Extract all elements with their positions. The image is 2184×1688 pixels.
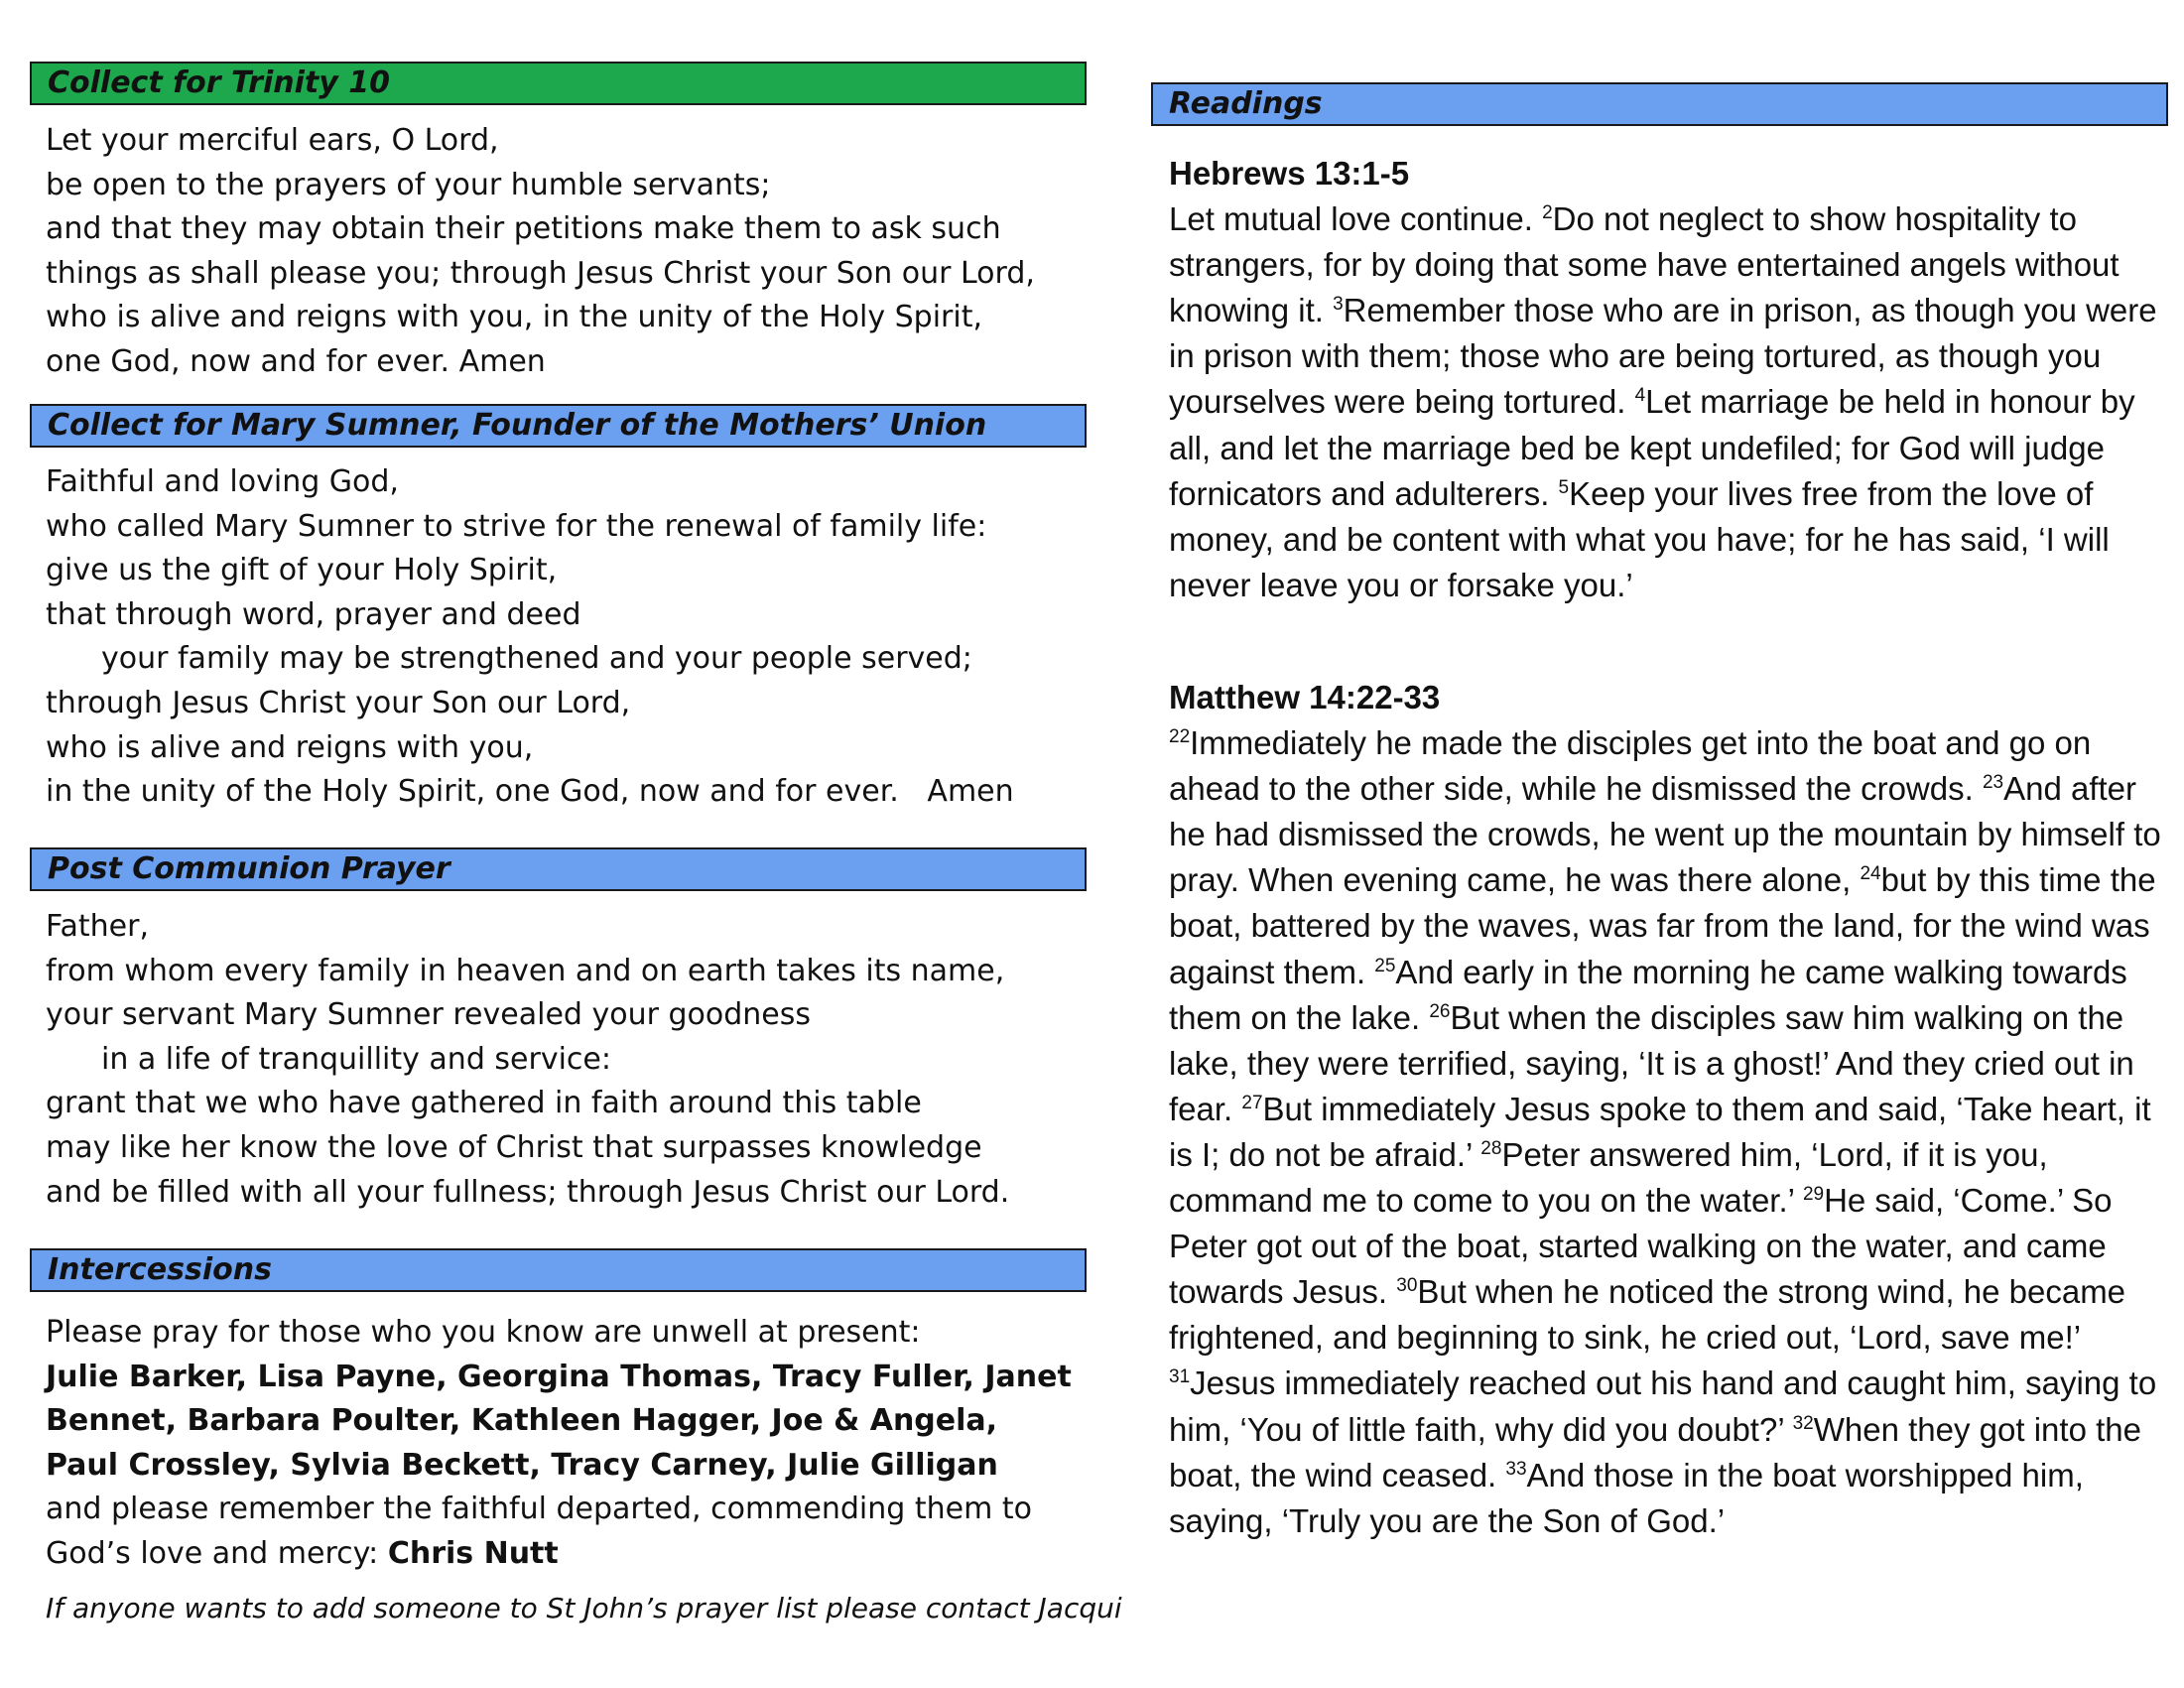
text-line: and be filled with all your fullness; through Jesus Christ our Lord.: [46, 1174, 1010, 1210]
post-communion-text: [46, 905, 1009, 1215]
matthew-reference: Matthew 14:22-33: [1169, 679, 1441, 715]
text-line: who is alive and reigns with you,: [46, 729, 534, 765]
hebrews-reference: Hebrews 13:1-5: [1169, 155, 1410, 192]
verse-number: 3: [1333, 294, 1344, 316]
prayer-names-line: Paul Crossley, Sylvia Beckett, Tracy Carney, Julie Gilligan: [46, 1447, 998, 1483]
prayer-names-line: Julie Barker, Lisa Payne, Georgina Thomas, Tracy Fuller, Janet: [46, 1359, 1072, 1394]
verse-number: 23: [1982, 772, 2004, 794]
verse-text: And early in the morning he came walking towards them on the lake.: [1169, 953, 2127, 1036]
verse-text: Jesus immediately reached out his hand and caught him, saying to him, ‘You of little faith, why did you doubt?’: [1169, 1364, 2157, 1448]
verse-text: Keep your lives free from the love of money, and be content with what you have; for he has said, ‘I will never leave you or forsake you.’: [1169, 474, 2110, 603]
intercessions-heading: Intercessions: [30, 1248, 1087, 1292]
readings-heading: Readings: [1151, 82, 2168, 126]
verse-number: 26: [1429, 1000, 1451, 1022]
verse-text: He said, ‘Come.’ So Peter got out of the boat, started walking on the water, and came towards Jesus.: [1169, 1182, 2113, 1311]
text-line: your servant Mary Sumner revealed your goodness: [46, 997, 811, 1033]
text-line: who is alive and reigns with you, in the unity of the Holy Spirit,: [46, 300, 983, 335]
collect-trinity-heading: Collect for Trinity 10: [30, 62, 1087, 105]
text-line: be open to the prayers of your humble servants;: [46, 167, 771, 202]
intercessions-text: [46, 1311, 1122, 1630]
verse-text: But when the disciples saw him walking on the lake, they were terrified, saying, ‘It is a ghost!’ And they cried out in fear.: [1169, 998, 2134, 1127]
intercessions-intro: Please pray for those who you know are unwell at present:: [46, 1315, 921, 1350]
verse-number: 28: [1480, 1137, 1502, 1159]
post-communion-heading: Post Communion Prayer: [30, 847, 1087, 891]
hebrews-text: [1169, 196, 2166, 608]
text-line: who called Mary Sumner to strive for the renewal of family life:: [46, 508, 987, 544]
text-line: may like her know the love of Christ that surpasses knowledge: [46, 1129, 982, 1165]
verse-number: 25: [1374, 955, 1396, 976]
text-line: Let your merciful ears, O Lord,: [46, 123, 499, 158]
prayer-names-line: Bennet, Barbara Poulter, Kathleen Hagger, Joe & Angela,: [46, 1403, 998, 1439]
verse-text: And after he had dismissed the crowds, he went up the mountain by himself to pray. When evening came, he was there alone,: [1169, 770, 2161, 899]
collect-mary-sumner-text: [46, 460, 1014, 815]
verse-number: 30: [1396, 1275, 1418, 1297]
text-line: and that they may obtain their petitions make them to ask such: [46, 211, 1001, 247]
verse-number: 5: [1558, 476, 1570, 498]
text-line: from whom every family in heaven and on earth takes its name,: [46, 953, 1005, 988]
verse-text: but by this time the boat, battered by the waves, was far from the land, for the wind was against them.: [1169, 861, 2156, 990]
hebrews-reading: [1169, 151, 2166, 608]
verse-text: Do not neglect to show hospitality to strangers, for by doing that some have entertained angels without knowing it.: [1169, 200, 2120, 329]
verse-number: 22: [1169, 726, 1191, 748]
verse-number: 31: [1169, 1366, 1191, 1388]
verse-text: Let marriage be held in honour by all, and let the marriage bed be kept undefiled; for God will judge fornicators and adulterers.: [1169, 383, 2135, 512]
text-line: give us the gift of your Holy Spirit,: [46, 553, 558, 588]
verse-number: 32: [1792, 1412, 1814, 1434]
prayer-list-note: If anyone wants to add someone to St John’s prayer list please contact Jacqui: [46, 1591, 1122, 1624]
departed-name: Chris Nutt: [387, 1535, 559, 1571]
text-line: grant that we who have gathered in faith around this table: [46, 1086, 922, 1121]
text-line: one God, now and for ever. Amen: [46, 343, 546, 379]
text-line: things as shall please you; through Jesus Christ your Son our Lord,: [46, 255, 1035, 291]
verse-number: 4: [1634, 385, 1646, 407]
verse-text: Peter answered him, ‘Lord, if it is you, command me to come to you on the water.’: [1169, 1135, 2048, 1220]
verse-number: 29: [1802, 1184, 1825, 1206]
verse-text: But immediately Jesus spoke to them and said, ‘Take heart, it is I; do not be afraid.’: [1169, 1090, 2151, 1173]
verse-text: But when he noticed the strong wind, he became frightened, and beginning to sink, he cried out, ‘Lord, save me!’: [1169, 1273, 2126, 1357]
text-line: that through word, prayer and deed: [46, 596, 581, 632]
verse-text: When they got into the boat, the wind ceased.: [1169, 1410, 2141, 1493]
verse-number: 33: [1505, 1458, 1527, 1480]
departed-line: [46, 1532, 1122, 1577]
verse-number: 24: [1860, 863, 1881, 885]
verse-text: Remember those who are in prison, as though you were in prison with them; those who are being tortured, as though you yourselves were being tortured.: [1169, 292, 2157, 421]
text-line: Father,: [46, 909, 149, 944]
verse-number: 27: [1241, 1092, 1263, 1113]
verse-text: Immediately he made the disciples get into the boat and go on ahead to the other side, while he dismissed the crowds.: [1169, 724, 2092, 808]
verse-text: Let mutual love continue.: [1169, 200, 1543, 238]
verse-number: 2: [1542, 202, 1553, 224]
matthew-reading: [1169, 675, 2166, 1544]
text-line: your family may be strengthened and your people served;: [101, 641, 972, 677]
departed-text: God’s love and mercy:: [46, 1535, 388, 1571]
text-line: through Jesus Christ your Son our Lord,: [46, 685, 631, 720]
text-line: Faithful and loving God,: [46, 464, 399, 499]
departed-line: and please remember the faithful departed, commending them to: [46, 1492, 1032, 1527]
text-line: in a life of tranquillity and service:: [101, 1041, 611, 1077]
matthew-text: [1169, 720, 2166, 1544]
collect-mary-sumner-heading: Collect for Mary Sumner, Founder of the Mothers’ Union: [30, 404, 1087, 448]
collect-trinity-text: [46, 119, 1035, 385]
text-line: in the unity of the Holy Spirit, one God, now and for ever. Amen: [46, 774, 1014, 810]
verse-text: And those in the boat worshipped him, saying, ‘Truly you are the Son of God.’: [1169, 1456, 2084, 1539]
